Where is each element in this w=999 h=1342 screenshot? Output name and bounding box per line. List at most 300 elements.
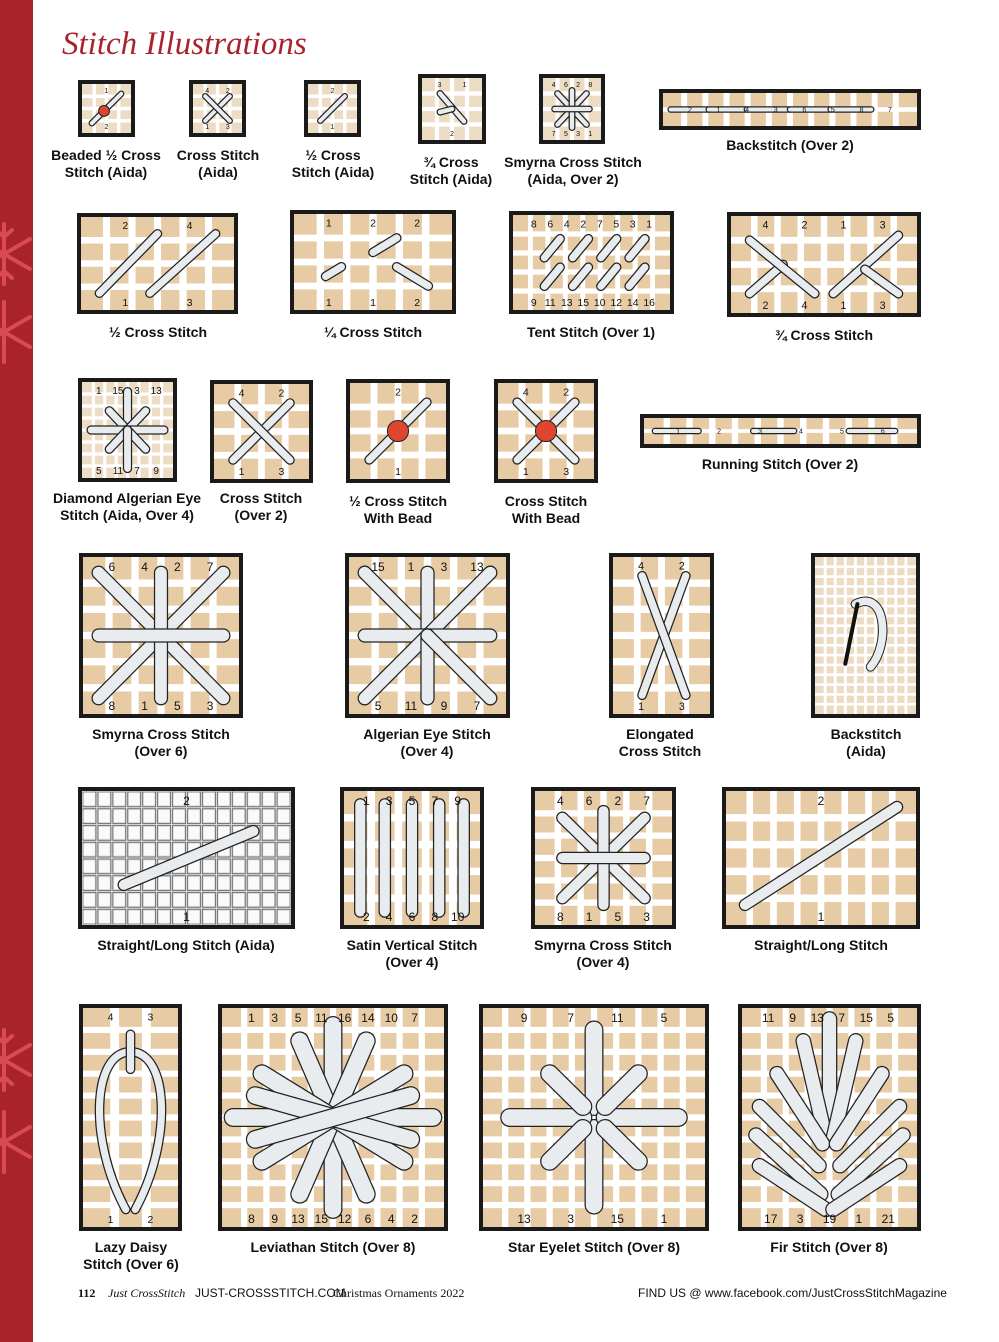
stitch-number-label: 9 [789,1011,797,1025]
stitch-number-label: 13 [291,1212,305,1226]
caption-half-cross-with-bead [349,493,447,527]
stitch-number-label: 11 [611,1011,624,1025]
stitch-number-label: 3 [385,794,393,808]
stitch-number-label: 11 [112,466,124,477]
stitch-number-label: 4 [563,219,570,231]
stitch-number-label: 4 [557,794,564,808]
caption-line: Stitch (Aida) [291,164,375,180]
stitch-diagram [422,78,482,140]
caption-line: (Over 4) [400,743,454,759]
stitch-number-label: 2 [762,300,769,312]
stitch-diagram [82,382,173,478]
stitch-diagram [815,557,916,714]
stitch-number-label: 16 [643,298,656,309]
diagram-cross-stitch-with-bead [494,379,598,483]
stitch-number-label: 1 [330,124,335,131]
stitch-number-label: 2 [122,221,129,233]
stitch-diagram [350,383,446,479]
stitch-number-label: 1 [407,560,415,574]
stitch-number-label: 1 [646,219,653,231]
stitch-number-label: 1 [183,910,190,924]
stitch-number-label: 5 [563,131,568,138]
stitch-number-label: 6 [585,794,593,808]
stitch-number-label: 4 [385,910,393,924]
stitch-number-label: 13 [810,1011,824,1025]
diagram-algerian-eye-over-4 [345,553,510,718]
caption-tent-stitch [527,324,655,341]
diagram-straight-long-aida [78,787,295,929]
caption-line: (Aida) [846,743,886,759]
caption-line: Leviathan Stitch (Over 8) [250,1239,416,1255]
stitch-number-label: 5 [887,1011,895,1025]
stitch-diagram [193,84,242,133]
stitch-number-label: 1 [107,1215,114,1226]
caption-line: Running Stitch (Over 2) [701,456,859,472]
stitch-number-label: 1 [122,298,129,309]
stitch-number-label: 3 [278,467,285,478]
stitch-diagram [663,93,917,126]
stitch-diagram [308,84,357,133]
stitch-number-label: 2 [688,106,692,114]
diagram-half-cross-aida [304,80,361,137]
caption-line: Smyrna Cross Stitch [534,937,672,953]
stitch-number-label: 2 [614,794,622,808]
stitch-number-label: 4 [141,560,148,574]
stitch-diagram [222,1008,444,1227]
stitch-number-label: 3 [437,82,442,89]
stitch-number-label: 3 [440,560,448,574]
caption-line: Smyrna Cross Stitch [504,154,642,170]
stitch-number-label: 2 [717,428,722,436]
stitch-number-label: 4 [801,300,808,312]
stitch-number-label: 1 [638,701,645,713]
stitch-number-label: 12 [610,298,623,309]
stitch-number-label: 1 [522,466,529,478]
diagram-cross-stitch-over-2 [210,380,313,483]
stitch-number-label: 2 [183,794,190,808]
stitch-number-label: 2 [278,388,285,400]
caption-line: Straight/Long Stitch [754,937,888,953]
stitch-number-label: 1 [840,300,847,312]
stitch-number-label: 5 [374,699,382,713]
diagram-quarter-cross-stitch [290,210,456,314]
stitch-number-label: 10 [593,298,606,309]
caption-quarter-cross-stitch [324,324,422,341]
diagram-half-cross-with-bead [346,379,450,483]
stitch-number-label: 1 [585,910,593,924]
caption-line: Stitch (Aida) [409,171,493,187]
stitch-number-label: 15 [859,1011,873,1025]
stitch-number-label: 4 [762,219,769,232]
stitch-number-label: 13 [517,1212,531,1226]
diagram-three-quarter-cross-stitch [727,212,921,317]
stitch-number-label: 2 [450,131,454,138]
stitch-number-label: 7 [567,1011,575,1025]
stitch-number-label: 2 [330,88,335,95]
stitch-number-label: 7 [643,794,650,808]
stitch-number-label: 6 [408,910,416,924]
stitch-number-label: 2 [580,219,587,231]
stitch-number-label: 8 [588,82,593,89]
snowflake-icon [0,300,33,364]
caption-three-quarter-cross-aida [410,154,492,188]
stitch-number-label: 5 [96,466,102,477]
stitch-number-label: 6 [563,82,568,89]
stitch-number-label: 1 [395,466,401,478]
caption-line: Backstitch (Over 2) [726,137,854,153]
stitch-diagram [214,384,309,479]
stitch-number-label: 2 [801,219,808,232]
stitch-number-label: 4 [551,82,556,89]
caption-line: Elongated [626,726,694,742]
diagram-diamond-algerian-eye [78,378,177,482]
diagram-backstitch-aida [811,553,920,718]
diagram-elongated-cross-stitch [609,553,714,718]
stitch-number-label: 8 [557,910,564,924]
caption-line: Cross Stitch [219,490,303,506]
stitch-number-label: 2 [678,560,685,573]
stitch-number-label: 4 [522,386,529,399]
stitch-number-label: 8 [530,219,537,231]
caption-straight-long-stitch [754,937,888,954]
stitch-number-label: 2 [414,297,421,309]
caption-line: ½ Cross [305,147,361,163]
stitch-number-label: 1 [205,124,210,131]
caption-backstitch-over-2 [726,137,854,154]
stitch-number-label: 15 [577,298,590,309]
stitch-number-label: 3 [563,466,570,478]
snowflake-icon [0,1028,33,1092]
stitch-number-label: 7 [888,106,892,114]
stitch-number-label: 13 [150,386,162,398]
stitch-number-label: 3 [879,219,886,232]
stitch-number-label: 10 [451,910,465,924]
diagram-running-stitch [640,414,921,448]
stitch-diagram [82,84,131,133]
stitch-number-label: 4 [186,221,193,233]
caption-line: ½ Cross Stitch [108,324,208,340]
diagram-backstitch-over-2 [659,89,921,130]
diagram-smyrna-cross-over-4 [531,787,676,929]
stitch-number-label: 3 [186,298,193,309]
stitch-diagram [535,791,672,925]
caption-line: Backstitch [830,726,902,742]
stitch-number-label: 3 [879,300,886,312]
stitch-number-label: 2 [362,910,370,924]
caption-line: Straight/Long Stitch (Aida) [97,937,275,953]
stitch-number-label: 9 [454,794,462,808]
stitch-number-label: 1 [248,1011,255,1025]
stitch-number-label: 8 [431,910,439,924]
stitch-number-label: 2 [576,82,581,89]
stitch-diagram [294,214,452,310]
caption-three-quarter-cross-stitch [775,327,873,344]
stitch-number-label: 4 [205,88,210,95]
stitch-number-label: 9 [153,466,159,477]
caption-lazy-daisy [83,1239,179,1273]
diagram-leviathan-stitch [218,1004,448,1231]
stitch-number-label: 19 [822,1212,837,1226]
caption-fir-stitch [770,1239,887,1256]
stitch-number-label: 9 [440,699,448,713]
caption-line: (Over 6) [134,743,188,759]
stitch-number-label: 14 [626,298,639,309]
stitch-number-label: 9 [530,298,537,309]
diagram-beaded-half-cross-aida [78,80,135,137]
stitch-number-label: 9 [520,1011,528,1025]
stitch-number-label: 15 [371,560,385,574]
stitch-number-label: 11 [762,1011,775,1025]
stitch-number-label: 1 [325,297,332,309]
stitch-number-label: 7 [596,219,603,231]
stitch-number-label: 4 [638,560,645,573]
diagram-smyrna-cross-aida [539,74,605,144]
caption-line: Cross Stitch [618,743,702,759]
stitch-number-label: 7 [431,794,439,808]
stitch-number-label: 1 [840,219,847,232]
caption-smyrna-cross-over-6 [92,726,230,760]
stitch-number-label: 2 [414,217,421,230]
stitch-number-label: 3 [225,124,230,131]
stitch-number-label: 16 [337,1011,352,1025]
stitch-number-label: 1 [325,217,332,230]
caption-line: Stitch (Aida) [64,164,148,180]
diagram-satin-vertical [340,787,484,929]
stitch-number-label: 1 [362,794,370,808]
caption-line: (Aida) [198,164,238,180]
stitch-number-label: 3 [134,386,140,398]
diagram-straight-long-stitch [722,787,920,929]
left-red-band [0,0,33,1342]
caption-elongated-cross-stitch [619,726,701,760]
caption-running-stitch [702,456,858,473]
stitch-number-label: 7 [838,1011,846,1025]
stitch-number-label: 17 [764,1212,778,1226]
stitch-number-label: 8 [248,1212,255,1226]
caption-star-eyelet-stitch [508,1239,680,1256]
website-link[interactable]: JUST-CROSSSTITCH.COM [195,1286,346,1300]
stitch-number-label: 11 [404,699,418,713]
stitch-diagram [349,557,506,714]
stitch-number-label: 3 [796,1212,804,1226]
stitch-diagram [344,791,480,925]
stitch-diagram [726,791,916,925]
stitch-number-label: 5 [294,1011,302,1025]
stitch-diagram [83,557,239,714]
stitch-number-label: 7 [473,699,481,713]
stitch-number-label: 5 [408,794,416,808]
caption-algerian-eye-over-4 [363,726,491,760]
stitch-number-label: 7 [206,560,214,574]
stitch-number-label: 14 [361,1011,375,1025]
caption-line: Fir Stitch (Over 8) [770,1239,888,1255]
stitch-number-label: 21 [881,1212,895,1226]
snowflake-icon [0,1110,33,1174]
magazine-name: Just CrossStitch [108,1286,186,1300]
stitch-diagram [83,1008,178,1227]
stitch-diagram [513,215,670,310]
diagram-tent-stitch [509,211,674,314]
caption-line: (Over 4) [385,954,439,970]
caption-half-cross-stitch [109,324,207,341]
stitch-number-label: 1 [462,82,467,89]
caption-line: Satin Vertical Stitch [346,937,478,953]
stitch-diagram [498,383,594,479]
stitch-number-label: 1 [660,1212,668,1226]
stitch-number-label: 2 [104,124,109,131]
stitch-number-label: 5 [613,219,620,231]
stitch-number-label: 3 [206,699,214,713]
stitch-number-label: 6 [880,428,885,436]
stitch-number-label: 9 [271,1212,279,1226]
stitch-number-label: 1 [104,88,109,95]
stitch-number-label: 7 [134,466,140,477]
caption-cross-stitch-with-bead [505,493,587,527]
snowflake-icon [0,222,33,286]
stitch-number-label: 13 [470,560,484,574]
stitch-number-label: 15 [610,1212,624,1226]
stitch-number-label: 4 [745,106,750,114]
stitch-number-label: 2 [147,1215,154,1226]
stitch-diagram [81,217,234,310]
stitch-number-label: 2 [370,217,376,230]
diagram-cross-stitch-aida [189,80,246,137]
stitch-number-label: 1 [370,297,376,309]
stitch-number-label: 15 [314,1212,329,1226]
caption-line: Algerian Eye Stitch [363,726,491,742]
caption-line: Cross Stitch [176,147,260,163]
stitch-number-label: 8 [859,106,864,114]
stitch-number-label: 3 [567,1212,575,1226]
stitch-number-label: 2 [563,386,570,399]
stitch-number-label: 1 [817,910,825,924]
stitch-number-label: 7 [551,131,556,138]
stitch-number-label: 5 [830,106,835,114]
stitch-number-label: 5 [174,699,181,713]
caption-line: ¼ Cross Stitch [323,324,423,340]
stitch-number-label: 4 [799,428,803,436]
caption-line: ¾ Cross [423,154,479,170]
stitch-diagram [543,78,601,140]
stitch-number-label: 1 [855,1212,863,1226]
caption-smyrna-cross-over-4 [534,937,672,971]
stitch-number-label: 4 [238,388,245,400]
diagram-fir-stitch [738,1004,921,1231]
stitch-diagram [742,1008,917,1227]
page-title: Stitch Illustrations [62,26,307,62]
stitch-number-label: 5 [614,910,622,924]
caption-line: Diamond Algerian Eye [52,490,202,506]
stitch-number-label: 3 [576,131,581,138]
caption-line: Lazy Daisy [94,1239,168,1255]
stitch-number-label: 1 [676,428,681,436]
stitch-number-label: 3 [678,701,685,713]
caption-beaded-half-cross [51,147,161,181]
stitch-number-label: 15 [112,386,124,398]
stitch-number-label: 3 [271,1011,279,1025]
stitch-number-label: 7 [411,1011,418,1025]
diagram-half-cross-stitch [77,213,238,314]
stitch-number-label: 2 [225,88,230,95]
stitch-diagram [644,418,917,444]
stitch-number-label: 2 [411,1212,418,1226]
caption-line: Stitch (Over 6) [83,1256,179,1272]
caption-line: With Bead [363,510,433,526]
caption-half-cross-aida [292,147,374,181]
stitch-diagram [613,557,710,714]
diagram-smyrna-cross-over-6 [79,553,243,718]
stitch-number-label: 2 [817,794,825,808]
issue-name: Christmas Ornaments 2022 [333,1286,465,1300]
stitch-number-label: 11 [544,298,556,309]
stitch-number-label: 4 [387,1212,395,1226]
stitch-number-label: 8 [108,699,116,713]
stitch-number-label: 6 [547,219,554,231]
stitch-number-label: 11 [315,1011,328,1025]
stitch-diagram [731,216,917,313]
stitch-diagram [82,791,291,925]
caption-straight-long-aida [97,937,274,954]
stitch-diagram [483,1008,705,1227]
stitch-number-label: 1 [96,386,102,398]
caption-line: Stitch (Aida, Over 4) [60,507,194,523]
stitch-number-label: 1 [238,467,245,478]
caption-line: Tent Stitch (Over 1) [526,324,656,340]
facebook-link[interactable]: FIND US @ www.facebook.com/JustCrossStitchMagazine [638,1286,947,1300]
caption-line: Star Eyelet Stitch (Over 8) [508,1239,680,1255]
caption-satin-vertical [347,937,478,971]
caption-line: ½ Cross Stitch [348,493,448,509]
stitch-number-label: 5 [660,1011,668,1025]
caption-cross-stitch-aida [177,147,259,181]
diagram-lazy-daisy [79,1004,182,1231]
diagram-star-eyelet-stitch [479,1004,709,1231]
stitch-number-label: 4 [107,1012,114,1024]
stitch-number-label: 2 [174,560,181,574]
stitch-number-label: 3 [147,1012,154,1024]
caption-line: (Over 4) [576,954,630,970]
stitch-number-label: 6 [802,106,807,114]
stitch-number-label: 1 [588,131,593,138]
caption-line: Cross Stitch [504,493,588,509]
stitch-number-label: 12 [337,1212,352,1226]
stitch-number-label: 13 [560,298,573,309]
stitch-number-label: 3 [629,219,636,231]
stitch-number-label: 3 [643,910,650,924]
stitch-number-label: 6 [364,1212,372,1226]
stitch-number-label: 5 [839,428,844,436]
page-number: 112 [78,1286,96,1300]
caption-diamond-algerian-eye [53,490,201,524]
stitch-number-label: 6 [108,560,116,574]
caption-line: With Bead [511,510,581,526]
diagram-three-quarter-cross-aida [418,74,486,144]
caption-backstitch-aida [831,726,902,760]
caption-leviathan-stitch [251,1239,416,1256]
stitch-number-label: 10 [384,1011,398,1025]
stitch-number-label: 3 [773,106,778,114]
caption-line: (Over 2) [234,507,288,523]
caption-line: Smyrna Cross Stitch [92,726,230,742]
caption-cross-stitch-over-2 [220,490,302,524]
caption-line: (Aida, Over 2) [527,171,619,187]
caption-line: Beaded ½ Cross [51,147,161,163]
stitch-number-label: 1 [716,106,721,114]
stitch-number-label: 3 [758,428,762,436]
caption-line: ¾ Cross Stitch [774,327,874,343]
caption-smyrna-cross-aida [504,154,642,188]
stitch-number-label: 1 [141,699,148,713]
